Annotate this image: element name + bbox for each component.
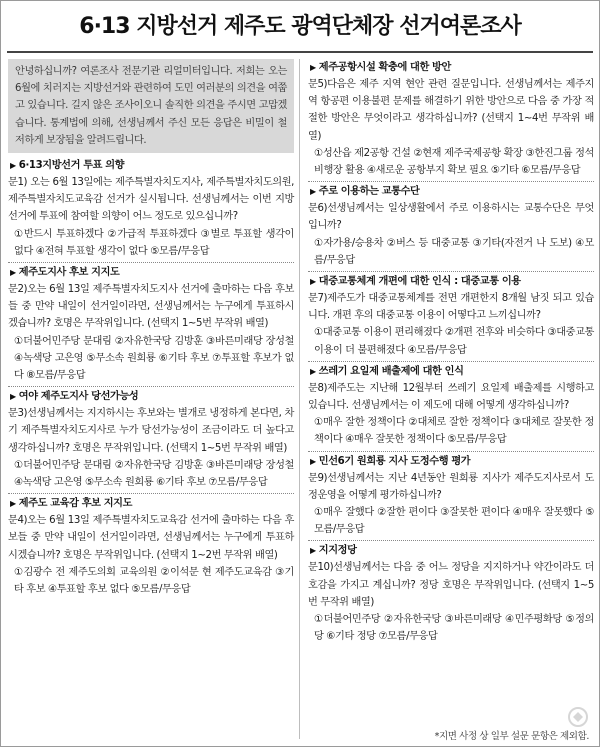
survey-section (308, 540, 594, 645)
survey-question: 문1) 오는 6월 13일에는 제주특별자치도지사, 제주특별자치도의원, 제주특별자치도교육감 선거가 실시됩니다. 선생님께서는 이번 지방선거에 투표에 참여할 의향이 어느 정도로 있으십니까? (8, 177, 294, 223)
survey-question: 문7)제주도가 대중교통체계를 전면 개편한지 8개월 남짓 되고 있습니다. 개편 후의 대중교통 이용이 어떻다고 느끼십니까? (308, 293, 594, 322)
survey-question: 문10)선생님께서는 다음 중 어느 정당을 지지하거나 약간이라도 더 호감을 가지고 계십니까? 정당 호명은 무작위입니다. (선택지 1~5번 무작위 배열) (308, 562, 594, 608)
survey-options: ①매우 잘했다 ②잘한 편이다 ③잘못한 편이다 ④매우 잘못했다 ⑤모름/무응답 (314, 507, 594, 536)
survey-question: 문6)선생님께서는 일상생활에서 주로 이용하시는 교통수단은 무엇입니까? (308, 203, 594, 232)
survey-section (8, 262, 294, 384)
section-heading (308, 59, 594, 76)
survey-options: ①김광수 전 제주도의회 교육의원 ②이석문 현 제주도교육감 ③기타 후보 ④투표할 후보 없다 ⑤모름/무응답 (14, 566, 294, 596)
section-heading-text: 쓰레기 요일제 배출제에 대한 인식 (318, 365, 464, 377)
survey-section (8, 157, 294, 260)
triangle-right-icon: ▶ (310, 277, 316, 287)
survey-question: 문5)다음은 제주 지역 현안 관련 질문입니다. 선생님께서는 제주지역 항공편 이용불편 문제를 해결하기 위한 방안으로 다음 중 가장 적절한 방안은 무엇이라고 생각하십니까? (선택지 1~4번 무작위 배열) (308, 79, 594, 142)
section-heading-text: 지지정당 (318, 545, 357, 557)
survey-section (8, 493, 294, 598)
triangle-right-icon: ▶ (10, 392, 16, 402)
survey-options: ①더불어민주당 문대림 ②자유한국당 김방훈 ③바른미래당 장성철 ④녹색당 고은영 ⑤무소속 원희룡 ⑥기타 후보 ⑦모름/무응답 (14, 459, 294, 489)
survey-section (308, 271, 594, 359)
survey-question: 문2)오는 6월 13일 제주특별자치도지사 선거에 출마하는 다음 후보들 중 만약 내일이 선거일이라면, 선생님께서는 누구에게 투표하시겠습니까? 호명은 무작위입니다. (선택지 1~5번 무작위 배열) (8, 284, 294, 330)
survey-options: ①자가용/승용차 ②버스 등 대중교통 ③기타(자전거 나 도보) ④모름/무응답 (314, 237, 594, 266)
section-heading (308, 542, 594, 559)
survey-options: ①대중교통 이용이 편리해졌다 ②개편 전후와 비슷하다 ③대중교통 이용이 더 불편해졌다 ④모름/무응답 (314, 327, 594, 356)
survey-options: ①더불어민주당 ②자유한국당 ③바른미래당 ④민주평화당 ⑤정의당 ⑥기타 정당 ⑦모름/무응답 (314, 614, 594, 643)
title-divider (7, 51, 593, 53)
triangle-right-icon: ▶ (310, 456, 316, 466)
survey-question: 문4)오는 6월 13일 제주특별자치도교육감 선거에 출마하는 다음 후보들 중 만약 내일이 선거일이라면, 선생님께서는 누구에게 투표하시겠습니까? 호명은 무작위입니다. (선택지 1~2번 무작위 배열) (8, 515, 294, 561)
section-rule (8, 262, 294, 263)
right-column (308, 59, 594, 645)
section-heading (8, 157, 294, 174)
section-heading-text: 주로 이용하는 교통수단 (318, 186, 420, 198)
triangle-right-icon: ▶ (310, 366, 316, 376)
left-column (8, 59, 294, 598)
survey-options: ①더불어민주당 문대림 ②자유한국당 김방훈 ③바른미래당 장성철 ④녹색당 고은영 ⑤무소속 원희룡 ⑥기타 후보 ⑦투표할 후보가 없다 ⑧모름/무응답 (14, 335, 294, 382)
triangle-right-icon: ▶ (310, 187, 316, 197)
section-rule (308, 271, 594, 272)
triangle-right-icon: ▶ (310, 546, 316, 556)
logo-mark-icon (567, 706, 593, 728)
section-rule (308, 361, 594, 362)
column-divider (299, 59, 300, 739)
article-title: 6·13 지방선거 제주도 광역단체장 선거여론조사 (79, 14, 521, 39)
triangle-right-icon: ▶ (10, 268, 16, 278)
survey-question: 문8)제주도는 지난해 12월부터 쓰레기 요일제 배출제를 시행하고 있습니다. 선생님께서는 이 제도에 대해 어떻게 생각하십니까? (308, 382, 594, 412)
section-heading (308, 183, 594, 200)
survey-section (308, 59, 594, 179)
section-heading-text: 제주도지사 후보 지지도 (18, 267, 120, 279)
section-heading-text: 여야 제주도지사 당선가능성 (18, 391, 139, 403)
footnote: *지면 사정 상 일부 설문 문항은 제외함. (434, 731, 589, 742)
section-rule (8, 493, 294, 494)
section-heading-text: 제주도 교육감 후보 지지도 (18, 498, 133, 510)
survey-question: 문3)선생님께서는 지지하시는 후보와는 별개로 냉정하게 본다면, 차기 제주특별자치도지사로 누가 당선가능성이 조금이라도 더 높다고 생각하십니까? 호명은 무작위입니다. (선택지 1~5번 무작위 배열) (8, 408, 294, 454)
section-heading (8, 388, 294, 405)
section-rule (308, 181, 594, 182)
survey-section (308, 181, 594, 269)
section-rule (308, 451, 594, 452)
triangle-right-icon: ▶ (10, 161, 16, 171)
survey-section (308, 361, 594, 449)
section-heading (8, 495, 294, 512)
section-heading-text: 민선6기 원희룡 지사 도정수행 평가 (318, 455, 471, 467)
triangle-right-icon: ▶ (310, 63, 316, 72)
newspaper-logo-watermark (413, 704, 593, 730)
section-heading-text: 대중교통체계 개편에 대한 인식 : 대중교통 이용 (318, 276, 521, 288)
intro-box: 안녕하십니까? 여론조사 전문기관 리얼미터입니다. 저희는 오는 6월에 치러지는 지방선거와 관련하여 도민 여러분의 의견을 여쭙고 있습니다. 길지 않은 조사이오니 솔직한 의견을 주시면 고맙겠습니다. 통계법에 의해, 선생님께서 주신 모든 응답은 비밀이 철저하게 보장됨을 알려드립니다. (8, 59, 294, 153)
survey-section (308, 451, 594, 539)
section-rule (308, 540, 594, 541)
survey-options: ①성산읍 제2공항 건설 ②현재 제주국제공항 확장 ③한진그룹 정석비행장 활용 ④새로운 공항부지 확보 필요 ⑤기타 ⑥모름/무응답 (314, 147, 594, 177)
section-heading (308, 363, 594, 380)
section-heading-text: 제주공항시설 확충에 대한 방안 (318, 62, 451, 73)
section-heading (308, 453, 594, 470)
section-rule (8, 386, 294, 387)
section-heading (8, 264, 294, 281)
survey-options: ①반드시 투표하겠다 ②가급적 투표하겠다 ③별로 투표할 생각이 없다 ④전혀 투표할 생각이 없다 ⑤모름/무응답 (14, 228, 294, 257)
triangle-right-icon: ▶ (10, 499, 16, 509)
survey-section (8, 386, 294, 491)
survey-question: 문9)선생님께서는 지난 4년동안 원희룡 지사가 제주도지사로서 도정운영을 어떻게 평가하십니까? (308, 472, 594, 501)
survey-options: ①매우 잘한 정책이다 ②대체로 잘한 정책이다 ③대체로 잘못한 정책이다 ④매우 잘못한 정책이다 ⑤모름/무응답 (314, 417, 594, 446)
section-heading-text: 6·13지방선거 투표 의향 (18, 160, 125, 172)
section-heading (308, 273, 594, 290)
